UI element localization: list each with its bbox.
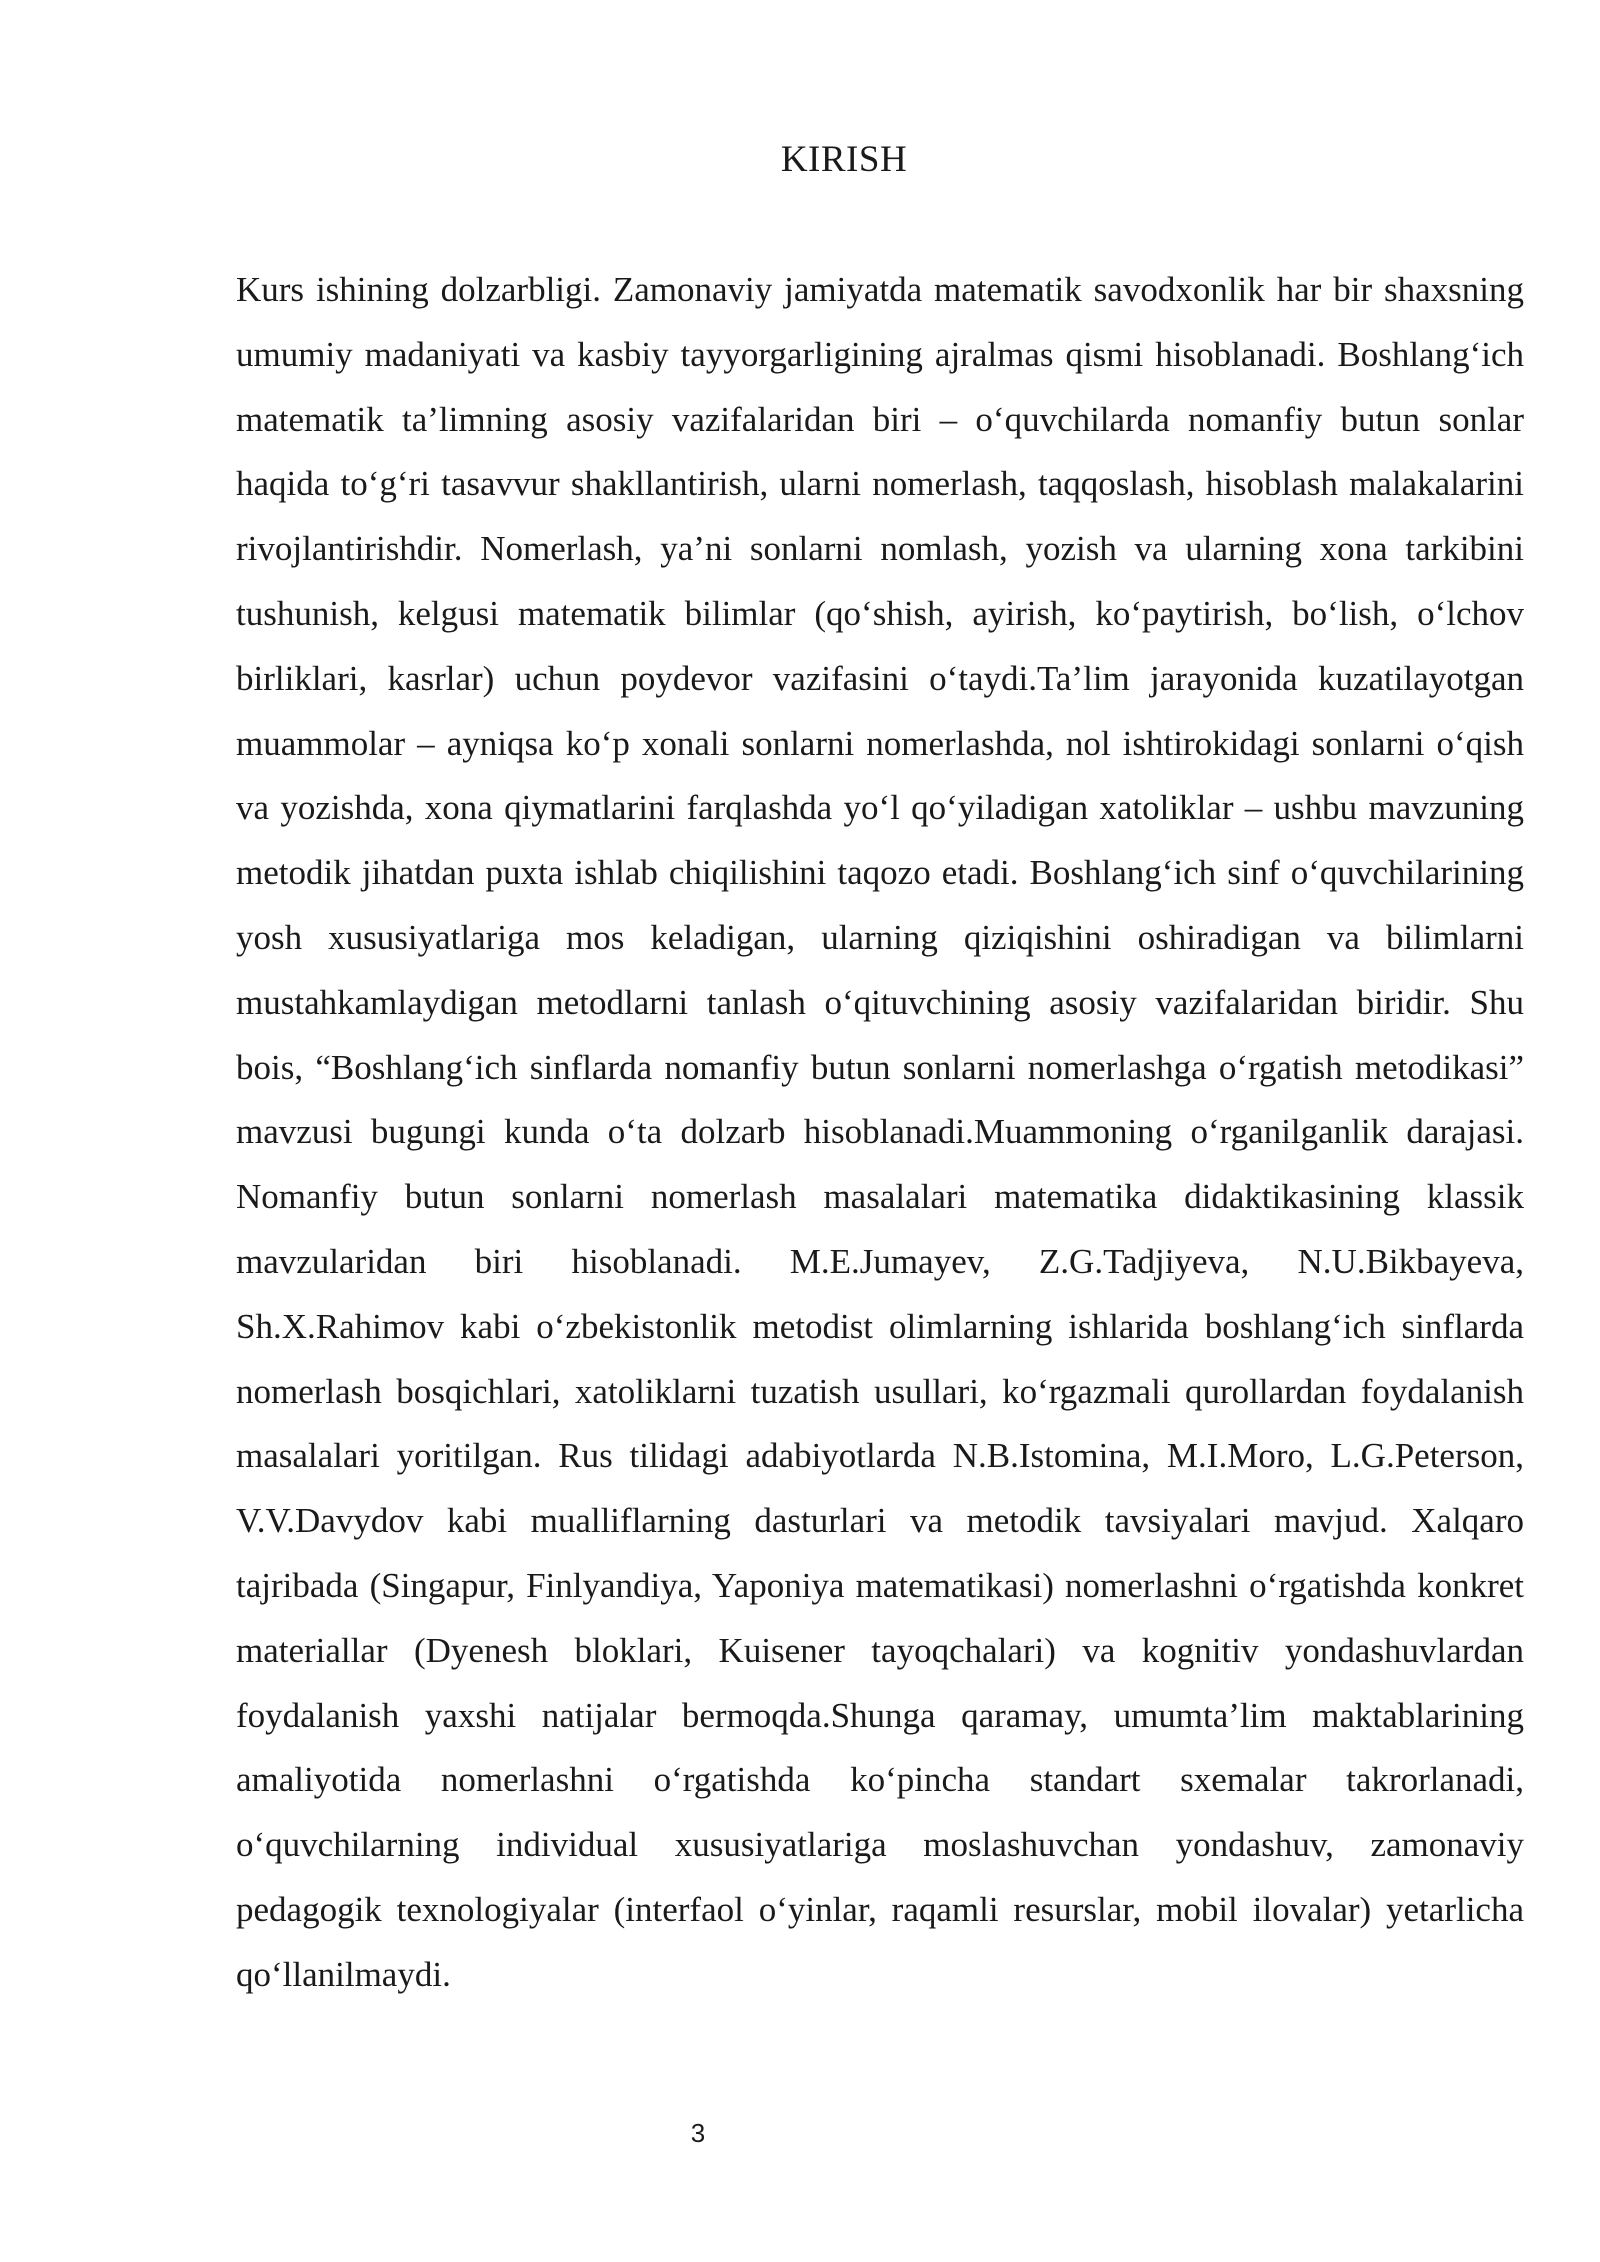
body-paragraph: Kurs ishining dolzarbligi. Zamonaviy jamiyatda matematik savodxonlik har bir shaxsning umumiy madaniyati va kasbiy tayyorgarligining ajralmas qismi hisoblanadi. Boshlang‘ich matematik ta’limning asosiy vazifalaridan biri – o‘quvchilarda nomanfiy butun sonlar haqida to‘g‘ri tasavvur shakllantirish, ularni nomerlash, taqqoslash, hisoblash malakalarini rivojlantirishdir. Nomerlash, ya’ni sonlarni nomlash, yozish va ularning xona tarkibini tushunish, kelgusi matematik bilimlar (qo‘shish, ayirish, ko‘paytirish, bo‘lish, o‘lchov birliklari, kasrlar) uchun poydevor vazifasini o‘taydi.Ta’lim jarayonida kuzatilayotgan muammolar – ayniqsa ko‘p xonali sonlarni nomerlashda, nol ishtirokidagi sonlarni o‘qish va yozishda, xona qiymatlarini farqlashda yo‘l qo‘yiladigan xatoliklar – ushbu mavzuning metodik jihatdan puxta ishlab chiqilishini taqozo etadi. Boshlang‘ich sinf o‘quvchilarining yosh xususiyatlariga mos keladigan, ularning qiziqishini oshiradigan va bilimlarni mustahkamlaydigan metodlarni tanlash o‘qituvchining asosiy vazifalaridan biridir. Shu bois, “Boshlang‘ich sinflarda nomanfiy butun sonlarni nomerlashga o‘rgatish metodikasi” mavzusi bugungi kunda o‘ta dolzarb hisoblanadi.Muammoning o‘rganilganlik darajasi. Nomanfiy butun sonlarni nomerlash masalalari matematika didaktikasining klassik mavzularidan biri hisoblanadi. M.E.Jumayev, Z.G.Tadjiyeva, N.U.Bikbayeva, Sh.X.Rahimov kabi o‘zbekistonlik metodist olimlarning ishlarida boshlang‘ich sinflarda nomerlash bosqichlari, xatoliklarni tuzatish usullari, ko‘rgazmali qurollardan foydalanish masalalari yoritilgan. Rus tilidagi adabiyotlarda N.B.Istomina, M.I.Moro, L.G.Peterson, V.V.Davydov kabi mualliflarning dasturlari va metodik tavsiyalari mavjud. Xalqaro tajribada (Singapur, Finlyandiya, Yaponiya matematikasi) nomerlashni o‘rgatishda konkret materiallar (Dyenesh bloklari, Kuisener tayoqchalari) va kognitiv yondashuvlardan foydalanish yaxshi natijalar bermoqda.Shunga qaramay, umumta’lim maktablarining amaliyotida nomerlashni o‘rgatishda ko‘pincha standart sxemalar takrorlanadi, o‘quvchilarning individual xususiyatlariga moslashuvchan yondashuv, zamonaviy pedagogik texnologiyalar (interfaol o‘yinlar, raqamli resurslar, mobil ilovalar) yetarlicha qo‘llanilmaydi. [236, 270, 1524, 1994]
page-number: 3 [690, 2118, 706, 2148]
page-title: KIRISH [780, 139, 908, 180]
